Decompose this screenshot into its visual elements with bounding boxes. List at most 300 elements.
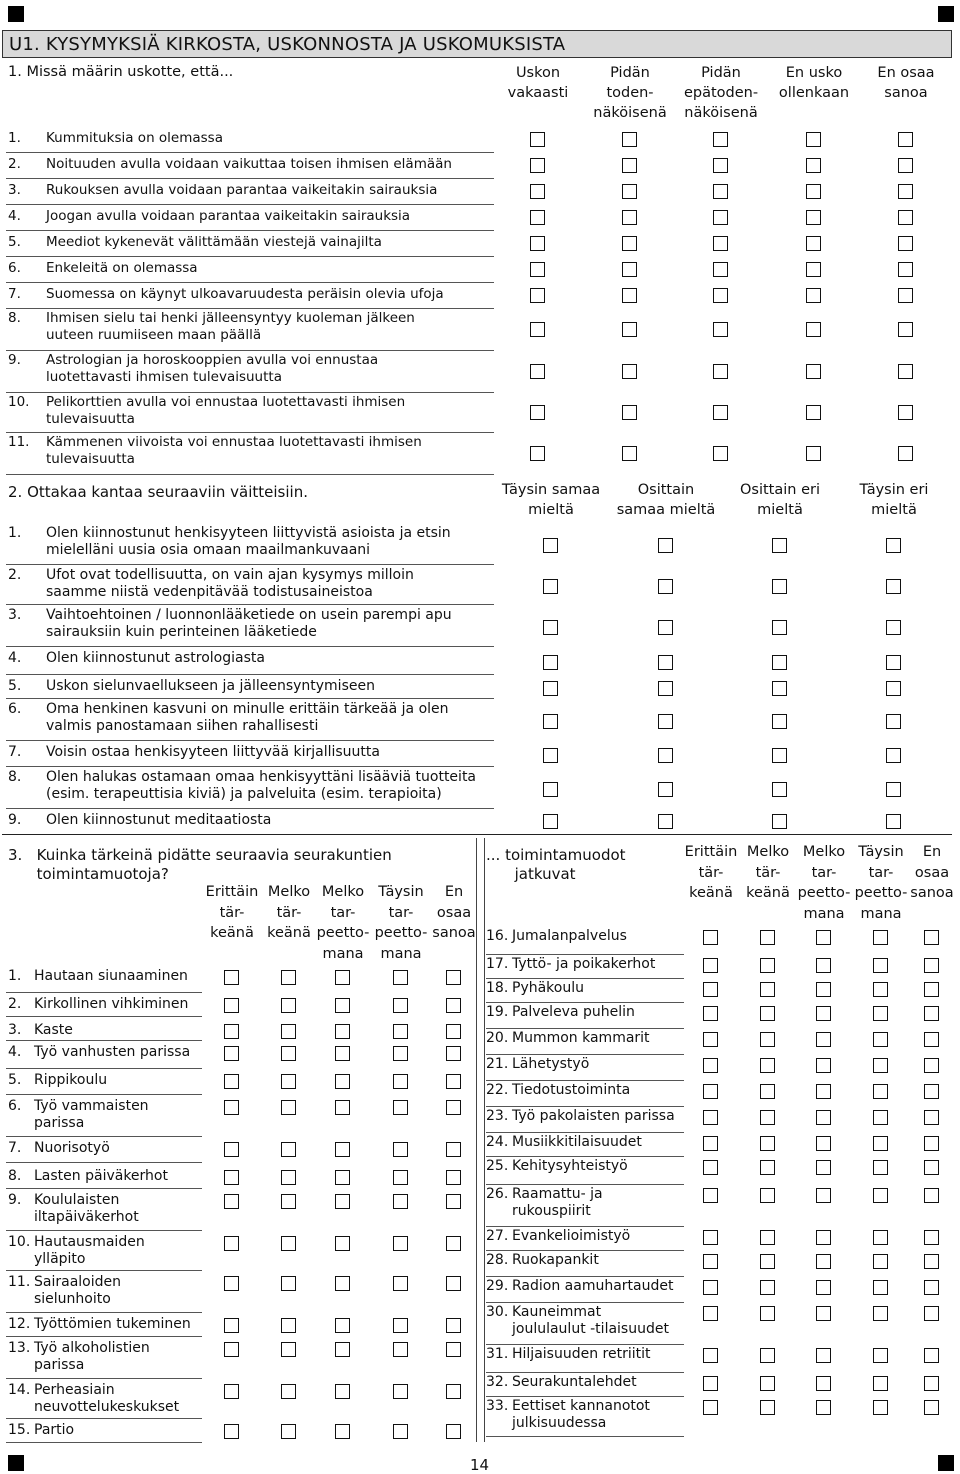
- answer-checkbox[interactable]: [281, 1170, 296, 1185]
- answer-checkbox[interactable]: [703, 1006, 718, 1021]
- answer-checkbox[interactable]: [760, 1306, 775, 1321]
- q3-column-header-line: keänä: [267, 925, 311, 941]
- answer-checkbox[interactable]: [658, 620, 673, 635]
- answer-checkbox[interactable]: [530, 262, 545, 277]
- answer-checkbox[interactable]: [335, 1074, 350, 1089]
- answer-checkbox[interactable]: [281, 1318, 296, 1333]
- answer-checkbox[interactable]: [281, 1194, 296, 1209]
- row-divider: [486, 1302, 684, 1303]
- answer-checkbox[interactable]: [816, 1006, 831, 1021]
- answer-checkbox[interactable]: [772, 655, 787, 670]
- answer-checkbox[interactable]: [924, 1032, 939, 1047]
- answer-checkbox[interactable]: [760, 1400, 775, 1415]
- answer-checkbox[interactable]: [446, 1236, 461, 1251]
- q1-column-header-line: epätoden-: [683, 85, 759, 101]
- answer-checkbox[interactable]: [335, 1142, 350, 1157]
- answer-checkbox[interactable]: [924, 1254, 939, 1269]
- answer-checkbox[interactable]: [446, 1318, 461, 1333]
- item-text: [46, 650, 265, 667]
- answer-checkbox[interactable]: [446, 1100, 461, 1115]
- answer-checkbox[interactable]: [446, 1170, 461, 1185]
- row-divider: [6, 350, 494, 351]
- answer-checkbox[interactable]: [446, 1276, 461, 1291]
- answer-checkbox[interactable]: [703, 1230, 718, 1245]
- answer-checkbox[interactable]: [703, 1280, 718, 1295]
- answer-checkbox[interactable]: [873, 1058, 888, 1073]
- answer-checkbox[interactable]: [713, 405, 728, 420]
- answer-checkbox[interactable]: [446, 1342, 461, 1357]
- answer-checkbox[interactable]: [873, 1400, 888, 1415]
- answer-checkbox[interactable]: [622, 364, 637, 379]
- answer-checkbox[interactable]: [760, 982, 775, 997]
- answer-checkbox[interactable]: [622, 132, 637, 147]
- answer-checkbox[interactable]: [335, 1024, 350, 1039]
- answer-checkbox[interactable]: [703, 1084, 718, 1099]
- answer-checkbox[interactable]: [924, 1376, 939, 1391]
- answer-checkbox[interactable]: [281, 1074, 296, 1089]
- answer-checkbox[interactable]: [224, 1170, 239, 1185]
- answer-checkbox[interactable]: [760, 1254, 775, 1269]
- item-text-line: Työ pakolaisten parissa: [512, 1108, 675, 1124]
- answer-checkbox[interactable]: [924, 1136, 939, 1151]
- q3b-column-header-line: Täysin: [858, 844, 904, 860]
- answer-checkbox[interactable]: [924, 1188, 939, 1203]
- answer-checkbox[interactable]: [224, 1142, 239, 1157]
- answer-checkbox[interactable]: [816, 1136, 831, 1151]
- answer-checkbox[interactable]: [760, 1058, 775, 1073]
- row-divider: [6, 740, 494, 741]
- q2-column-header: [491, 480, 611, 520]
- answer-checkbox[interactable]: [530, 288, 545, 303]
- answer-checkbox[interactable]: [873, 1006, 888, 1021]
- answer-checkbox[interactable]: [898, 288, 913, 303]
- item-number: 4.: [8, 650, 22, 666]
- item-number: 5.: [8, 1072, 22, 1088]
- answer-checkbox[interactable]: [806, 184, 821, 199]
- item-text: [46, 208, 410, 225]
- answer-checkbox[interactable]: [393, 1194, 408, 1209]
- answer-checkbox[interactable]: [886, 748, 901, 763]
- answer-checkbox[interactable]: [816, 930, 831, 945]
- answer-checkbox[interactable]: [760, 1110, 775, 1125]
- row-divider: [486, 1372, 684, 1373]
- answer-checkbox[interactable]: [393, 970, 408, 985]
- q1-column-header: [858, 63, 954, 103]
- q3-column-header-line: peetto-: [316, 925, 370, 941]
- item-text-line: parissa: [34, 1115, 85, 1131]
- answer-checkbox[interactable]: [530, 236, 545, 251]
- answer-checkbox[interactable]: [806, 262, 821, 277]
- answer-checkbox[interactable]: [224, 1424, 239, 1439]
- q1-column-header-line: Pidän: [610, 65, 650, 81]
- answer-checkbox[interactable]: [898, 210, 913, 225]
- answer-checkbox[interactable]: [816, 1400, 831, 1415]
- q1-column-header-line: sanoa: [884, 85, 928, 101]
- answer-checkbox[interactable]: [393, 1342, 408, 1357]
- answer-checkbox[interactable]: [713, 158, 728, 173]
- answer-checkbox[interactable]: [281, 1100, 296, 1115]
- answer-checkbox[interactable]: [703, 982, 718, 997]
- answer-checkbox[interactable]: [446, 1046, 461, 1061]
- item-text: [46, 567, 414, 601]
- answer-checkbox[interactable]: [924, 930, 939, 945]
- answer-checkbox[interactable]: [873, 1136, 888, 1151]
- answer-checkbox[interactable]: [658, 782, 673, 797]
- answer-checkbox[interactable]: [772, 748, 787, 763]
- answer-checkbox[interactable]: [530, 364, 545, 379]
- answer-checkbox[interactable]: [543, 748, 558, 763]
- item-text: [512, 1004, 635, 1021]
- answer-checkbox[interactable]: [703, 1400, 718, 1415]
- answer-checkbox[interactable]: [335, 1194, 350, 1209]
- answer-checkbox[interactable]: [543, 538, 558, 553]
- answer-checkbox[interactable]: [873, 982, 888, 997]
- answer-checkbox[interactable]: [446, 1074, 461, 1089]
- answer-checkbox[interactable]: [622, 405, 637, 420]
- q3b-column-header: [902, 842, 960, 904]
- answer-checkbox[interactable]: [224, 1074, 239, 1089]
- answer-checkbox[interactable]: [335, 998, 350, 1013]
- answer-checkbox[interactable]: [898, 262, 913, 277]
- answer-checkbox[interactable]: [622, 184, 637, 199]
- answer-checkbox[interactable]: [281, 998, 296, 1013]
- answer-checkbox[interactable]: [335, 1342, 350, 1357]
- answer-checkbox[interactable]: [530, 210, 545, 225]
- answer-checkbox[interactable]: [772, 714, 787, 729]
- item-text: [34, 1274, 121, 1308]
- answer-checkbox[interactable]: [924, 1306, 939, 1321]
- item-text: [512, 1278, 673, 1295]
- answer-checkbox[interactable]: [806, 210, 821, 225]
- answer-checkbox[interactable]: [224, 1318, 239, 1333]
- answer-checkbox[interactable]: [898, 236, 913, 251]
- answer-checkbox[interactable]: [393, 1024, 408, 1039]
- answer-checkbox[interactable]: [873, 1306, 888, 1321]
- answer-checkbox[interactable]: [703, 1058, 718, 1073]
- answer-checkbox[interactable]: [543, 579, 558, 594]
- answer-checkbox[interactable]: [446, 1194, 461, 1209]
- answer-checkbox[interactable]: [772, 814, 787, 829]
- answer-checkbox[interactable]: [281, 1276, 296, 1291]
- answer-checkbox[interactable]: [924, 1058, 939, 1073]
- answer-checkbox[interactable]: [713, 184, 728, 199]
- answer-checkbox[interactable]: [658, 538, 673, 553]
- answer-checkbox[interactable]: [924, 1280, 939, 1295]
- answer-checkbox[interactable]: [543, 714, 558, 729]
- answer-checkbox[interactable]: [816, 1280, 831, 1295]
- answer-checkbox[interactable]: [622, 322, 637, 337]
- answer-checkbox[interactable]: [658, 748, 673, 763]
- answer-checkbox[interactable]: [393, 1046, 408, 1061]
- answer-checkbox[interactable]: [713, 210, 728, 225]
- answer-checkbox[interactable]: [898, 158, 913, 173]
- answer-checkbox[interactable]: [703, 958, 718, 973]
- answer-checkbox[interactable]: [658, 814, 673, 829]
- answer-checkbox[interactable]: [622, 446, 637, 461]
- answer-checkbox[interactable]: [898, 132, 913, 147]
- q3b-column-header-line: tär-: [698, 864, 724, 881]
- q2-column-header-line: Osittain: [637, 482, 695, 498]
- answer-checkbox[interactable]: [446, 970, 461, 985]
- answer-checkbox[interactable]: [924, 958, 939, 973]
- answer-checkbox[interactable]: [873, 1254, 888, 1269]
- answer-checkbox[interactable]: [816, 1254, 831, 1269]
- q3-column-header-line: tar-: [388, 904, 414, 921]
- answer-checkbox[interactable]: [530, 184, 545, 199]
- answer-checkbox[interactable]: [924, 1110, 939, 1125]
- answer-checkbox[interactable]: [772, 782, 787, 797]
- answer-checkbox[interactable]: [622, 262, 637, 277]
- answer-checkbox[interactable]: [806, 446, 821, 461]
- answer-checkbox[interactable]: [760, 1160, 775, 1175]
- item-text: [34, 1140, 110, 1157]
- item-number: 18.: [486, 980, 509, 996]
- answer-checkbox[interactable]: [393, 1142, 408, 1157]
- answer-checkbox[interactable]: [713, 236, 728, 251]
- item-number: 1.: [8, 130, 21, 146]
- answer-checkbox[interactable]: [281, 1424, 296, 1439]
- question-3-title-line: toimintamuotoja?: [8, 865, 169, 883]
- answer-checkbox[interactable]: [713, 262, 728, 277]
- answer-checkbox[interactable]: [281, 1342, 296, 1357]
- answer-checkbox[interactable]: [806, 132, 821, 147]
- answer-checkbox[interactable]: [224, 1236, 239, 1251]
- answer-checkbox[interactable]: [816, 1348, 831, 1363]
- answer-checkbox[interactable]: [806, 236, 821, 251]
- answer-checkbox[interactable]: [393, 1424, 408, 1439]
- answer-checkbox[interactable]: [886, 538, 901, 553]
- answer-checkbox[interactable]: [873, 1110, 888, 1125]
- answer-checkbox[interactable]: [658, 655, 673, 670]
- answer-checkbox[interactable]: [886, 782, 901, 797]
- answer-checkbox[interactable]: [281, 1024, 296, 1039]
- row-divider: [6, 646, 494, 647]
- answer-checkbox[interactable]: [224, 970, 239, 985]
- answer-checkbox[interactable]: [703, 1376, 718, 1391]
- answer-checkbox[interactable]: [873, 1160, 888, 1175]
- answer-checkbox[interactable]: [873, 1376, 888, 1391]
- answer-checkbox[interactable]: [703, 1136, 718, 1151]
- q3-column-header-line: tär-: [219, 904, 245, 921]
- answer-checkbox[interactable]: [772, 620, 787, 635]
- answer-checkbox[interactable]: [543, 620, 558, 635]
- answer-checkbox[interactable]: [281, 1384, 296, 1399]
- answer-checkbox[interactable]: [760, 1084, 775, 1099]
- answer-checkbox[interactable]: [806, 288, 821, 303]
- answer-checkbox[interactable]: [543, 681, 558, 696]
- answer-checkbox[interactable]: [816, 1058, 831, 1073]
- answer-checkbox[interactable]: [873, 1032, 888, 1047]
- answer-checkbox[interactable]: [760, 1188, 775, 1203]
- answer-checkbox[interactable]: [224, 1342, 239, 1357]
- answer-checkbox[interactable]: [335, 1424, 350, 1439]
- q3b-column-header-line: keänä: [746, 885, 790, 901]
- answer-checkbox[interactable]: [281, 1236, 296, 1251]
- answer-checkbox[interactable]: [703, 1160, 718, 1175]
- answer-checkbox[interactable]: [760, 1006, 775, 1021]
- answer-checkbox[interactable]: [530, 132, 545, 147]
- answer-checkbox[interactable]: [772, 579, 787, 594]
- answer-checkbox[interactable]: [658, 579, 673, 594]
- answer-checkbox[interactable]: [622, 210, 637, 225]
- answer-checkbox[interactable]: [224, 1276, 239, 1291]
- answer-checkbox[interactable]: [898, 322, 913, 337]
- answer-checkbox[interactable]: [622, 236, 637, 251]
- answer-checkbox[interactable]: [816, 958, 831, 973]
- answer-checkbox[interactable]: [224, 1384, 239, 1399]
- answer-checkbox[interactable]: [816, 1306, 831, 1321]
- answer-checkbox[interactable]: [335, 1276, 350, 1291]
- answer-checkbox[interactable]: [658, 714, 673, 729]
- answer-checkbox[interactable]: [806, 405, 821, 420]
- answer-checkbox[interactable]: [703, 1254, 718, 1269]
- answer-checkbox[interactable]: [224, 1100, 239, 1115]
- answer-checkbox[interactable]: [924, 1160, 939, 1175]
- answer-checkbox[interactable]: [816, 1188, 831, 1203]
- answer-checkbox[interactable]: [713, 446, 728, 461]
- answer-checkbox[interactable]: [924, 1084, 939, 1099]
- answer-checkbox[interactable]: [543, 814, 558, 829]
- answer-checkbox[interactable]: [924, 1006, 939, 1021]
- q3-column-header-line: sanoa: [432, 925, 476, 941]
- answer-checkbox[interactable]: [886, 579, 901, 594]
- answer-checkbox[interactable]: [760, 1230, 775, 1245]
- answer-checkbox[interactable]: [393, 998, 408, 1013]
- answer-checkbox[interactable]: [816, 1084, 831, 1099]
- answer-checkbox[interactable]: [713, 132, 728, 147]
- answer-checkbox[interactable]: [760, 1348, 775, 1363]
- answer-checkbox[interactable]: [393, 1276, 408, 1291]
- answer-checkbox[interactable]: [543, 782, 558, 797]
- answer-checkbox[interactable]: [703, 1188, 718, 1203]
- answer-checkbox[interactable]: [446, 1142, 461, 1157]
- answer-checkbox[interactable]: [760, 1376, 775, 1391]
- question-3-continued-title-line: ... toimintamuodot: [486, 846, 626, 864]
- row-divider: [486, 954, 684, 955]
- answer-checkbox[interactable]: [224, 1024, 239, 1039]
- answer-checkbox[interactable]: [873, 1280, 888, 1295]
- answer-checkbox[interactable]: [622, 288, 637, 303]
- answer-checkbox[interactable]: [622, 158, 637, 173]
- answer-checkbox[interactable]: [658, 681, 673, 696]
- answer-checkbox[interactable]: [543, 655, 558, 670]
- answer-checkbox[interactable]: [335, 1236, 350, 1251]
- answer-checkbox[interactable]: [446, 1384, 461, 1399]
- question-3-continued-title-line: jatkuvat: [486, 865, 576, 883]
- row-divider: [486, 1080, 684, 1081]
- answer-checkbox[interactable]: [703, 1348, 718, 1363]
- answer-checkbox[interactable]: [393, 1074, 408, 1089]
- answer-checkbox[interactable]: [816, 1160, 831, 1175]
- answer-checkbox[interactable]: [393, 1318, 408, 1333]
- answer-checkbox[interactable]: [816, 1230, 831, 1245]
- answer-checkbox[interactable]: [898, 446, 913, 461]
- row-divider: [6, 698, 494, 699]
- answer-checkbox[interactable]: [816, 982, 831, 997]
- answer-checkbox[interactable]: [924, 1400, 939, 1415]
- answer-checkbox[interactable]: [873, 1348, 888, 1363]
- answer-checkbox[interactable]: [924, 982, 939, 997]
- answer-checkbox[interactable]: [816, 1032, 831, 1047]
- answer-checkbox[interactable]: [224, 998, 239, 1013]
- answer-checkbox[interactable]: [806, 364, 821, 379]
- answer-checkbox[interactable]: [806, 158, 821, 173]
- answer-checkbox[interactable]: [530, 405, 545, 420]
- answer-checkbox[interactable]: [873, 958, 888, 973]
- answer-checkbox[interactable]: [703, 1306, 718, 1321]
- answer-checkbox[interactable]: [446, 998, 461, 1013]
- answer-checkbox[interactable]: [393, 1236, 408, 1251]
- answer-checkbox[interactable]: [886, 814, 901, 829]
- answer-checkbox[interactable]: [530, 158, 545, 173]
- answer-checkbox[interactable]: [873, 1084, 888, 1099]
- answer-checkbox[interactable]: [530, 446, 545, 461]
- answer-checkbox[interactable]: [335, 1170, 350, 1185]
- answer-checkbox[interactable]: [713, 322, 728, 337]
- answer-checkbox[interactable]: [886, 620, 901, 635]
- answer-checkbox[interactable]: [772, 681, 787, 696]
- answer-checkbox[interactable]: [806, 322, 821, 337]
- answer-checkbox[interactable]: [924, 1230, 939, 1245]
- item-text-line: Olen kiinnostunut henkisyyteen liittyvistä asioista ja etsin: [46, 525, 451, 541]
- answer-checkbox[interactable]: [873, 1188, 888, 1203]
- answer-checkbox[interactable]: [335, 1100, 350, 1115]
- row-divider: [6, 1378, 202, 1379]
- answer-checkbox[interactable]: [886, 714, 901, 729]
- answer-checkbox[interactable]: [760, 1032, 775, 1047]
- answer-checkbox[interactable]: [281, 1142, 296, 1157]
- answer-checkbox[interactable]: [760, 930, 775, 945]
- answer-checkbox[interactable]: [873, 1230, 888, 1245]
- item-text-line: saamme niistä vedenpitävää todistusaineistoa: [46, 584, 373, 600]
- answer-checkbox[interactable]: [335, 1384, 350, 1399]
- answer-checkbox[interactable]: [446, 1024, 461, 1039]
- q1-column-header: [766, 63, 862, 103]
- answer-checkbox[interactable]: [281, 970, 296, 985]
- answer-checkbox[interactable]: [713, 364, 728, 379]
- answer-checkbox[interactable]: [898, 405, 913, 420]
- answer-checkbox[interactable]: [886, 681, 901, 696]
- item-text-line: Noituuden avulla voidaan vaikuttaa toisen ihmisen elämään: [46, 156, 452, 172]
- answer-checkbox[interactable]: [224, 1194, 239, 1209]
- answer-checkbox[interactable]: [281, 1046, 296, 1061]
- answer-checkbox[interactable]: [703, 1032, 718, 1047]
- answer-checkbox[interactable]: [703, 1110, 718, 1125]
- answer-checkbox[interactable]: [335, 1318, 350, 1333]
- answer-checkbox[interactable]: [816, 1376, 831, 1391]
- answer-checkbox[interactable]: [393, 1170, 408, 1185]
- answer-checkbox[interactable]: [760, 1136, 775, 1151]
- answer-checkbox[interactable]: [393, 1100, 408, 1115]
- answer-checkbox[interactable]: [898, 364, 913, 379]
- answer-checkbox[interactable]: [924, 1348, 939, 1363]
- answer-checkbox[interactable]: [224, 1046, 239, 1061]
- answer-checkbox[interactable]: [886, 655, 901, 670]
- answer-checkbox[interactable]: [446, 1424, 461, 1439]
- answer-checkbox[interactable]: [703, 930, 718, 945]
- answer-checkbox[interactable]: [898, 184, 913, 199]
- answer-checkbox[interactable]: [816, 1110, 831, 1125]
- answer-checkbox[interactable]: [335, 1046, 350, 1061]
- answer-checkbox[interactable]: [335, 970, 350, 985]
- answer-checkbox[interactable]: [873, 930, 888, 945]
- answer-checkbox[interactable]: [530, 322, 545, 337]
- answer-checkbox[interactable]: [760, 958, 775, 973]
- answer-checkbox[interactable]: [393, 1384, 408, 1399]
- answer-checkbox[interactable]: [772, 538, 787, 553]
- answer-checkbox[interactable]: [713, 288, 728, 303]
- answer-checkbox[interactable]: [760, 1280, 775, 1295]
